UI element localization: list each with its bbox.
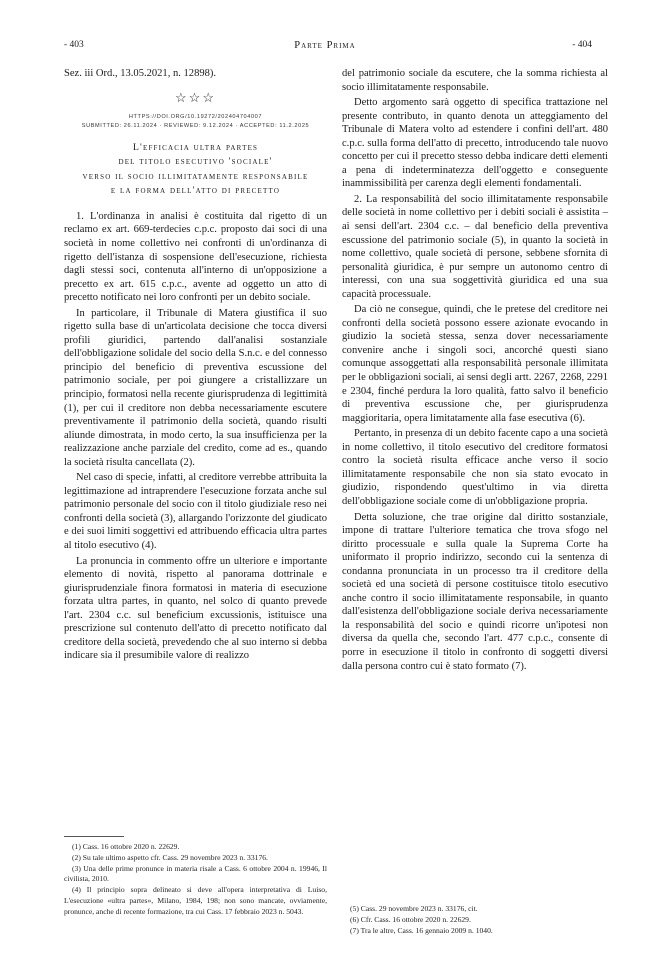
footnote: (5) Cass. 29 novembre 2023 n. 33176, cit.	[350, 904, 478, 913]
footnote: (7) Tra le altre, Cass. 16 gennaio 2009 n. 1040.	[350, 925, 493, 935]
title-line: L'efficacia ultra partes	[132, 142, 259, 154]
article-title	[64, 141, 327, 198]
section-stars: ☆☆☆	[175, 89, 216, 105]
right-page-number: - 404	[572, 40, 592, 50]
footnote-rule	[64, 836, 124, 837]
footnote: (1) Cass. 16 ottobre 2020 n. 22629.	[72, 842, 180, 851]
title-line: del titolo esecutivo 'sociale'	[118, 156, 273, 168]
left-column	[64, 67, 327, 663]
footnote: (2) Su tale ultimo aspetto cfr. Cass. 29 novembre 2023 n. 33176.	[72, 852, 268, 862]
paragraph: Detta soluzione, che trae origine dal diritto sostanziale, impone di trattare l'ulteriore tematica che trova sfogo nel diritto processuale e sulla quale la Suprema Corte ha uniformato il proprio indirizzo, secondo cui la sentenza di condanna pronunciata in un processo tra il creditore della società ed una società di persone costituisce titolo esecutivo anche contro il socio illimitatamente responsabile, in quanto dall'esistenza dell'obbligazione sociale deriva necessariamente la responsabilità del socio e quindi ricorre un'ipotesi non diversa da quella che, secondo l'art. 477 c.p.c., consente di porre in esecuzione il titolo in confronto di soggetti diversi dalla persona contro cui è stato formato (7).	[342, 511, 608, 672]
paragraph: Nel caso di specie, infatti, al creditore verrebbe attribuita la legittimazione ad intraprendere l'esecuzione forzata anche sul patrimonio personale del socio con il titolo giudiziale reso nei confronti della società (3), allargando l'orizzonte del giudicato e dei suoi limiti soggettivi ed attribuendo efficacia ultra partes al titolo esecutivo (4).	[64, 472, 327, 552]
paragraph: In particolare, il Tribunale di Matera giustifica il suo rigetto sulla base di un'articolata decisione che tocca diversi profili giuridici, partendo dall'analisi sostanziale dell'obbligazione solidale del socio della S.n.c. e del connesso principio del beneficio di preventiva escussione del patrimonio sociale, per poi giungere a cristallizzare un principio, formatosi nella recente giurisprudenza di legittimità (1), per cui il creditore non debba necessariamente escutere preventivamente il patrimonio della società, quando risulti aliunde dimostrata, in modo certo, la sua insufficienza per la realizzazione anche parziale del credito, come ad es., quando la società risulta cancellata (2).	[64, 307, 327, 468]
paragraph: 2. La responsabilità del socio illimitatamente responsabile delle società in nome collettivo per i debiti sociali è assistita – ai sensi dell'art. 2304 c.c. – dal beneficio della preventiva escussione del patrimonio sociale (5), in quanto la società in nome collettivo, quale società di persone, sebbene sfornita di personalità giuridica, è pur sempre un autonomo centro di interessi, con una sua soggettività giuridica ed una sua capacità processuale.	[342, 193, 608, 300]
intro-line: Sez. iii Ord., 13.05.2021, n. 12898).	[64, 68, 217, 79]
paragraph: La pronuncia in commento offre un ulteriore e importante elemento di novità, rispetto al panorama dottrinale e giurisprudenziale finora formatosi in materia di esecuzione forzata ultra partes, in quanto, nel solco di quanto prevede l'art. 2304 c.c. sul beneficium excussionis, istituisce una prescrizione sul contenuto dell'atto di precetto notificato dal creditore della società, prevedendo che al suo interno si debba indicare sia il presumibile valore di realizzo	[64, 555, 327, 662]
title-line: e la forma dell'atto di precetto	[110, 184, 281, 196]
right-column	[342, 67, 608, 673]
left-page-number: - 403	[64, 40, 84, 50]
title-line: verso il socio illimitatamente responsabile	[82, 170, 309, 182]
footnote: (6) Cfr. Cass. 16 ottobre 2020 n. 22629.	[350, 914, 471, 924]
footnote: (4) Il principio sopra delineato si deve all'opera interpretativa di Luiso, L'esecuzione «ultra partes», Milano, 1984, 198; non sono mancate, ovviamente, pronunce, anche di recente formazione, tra cui Cass. 17 febbraio 2023 n. 5043.	[64, 885, 327, 916]
footnote: (3) Una delle prime pronunce in materia risale a Cass. 6 ottobre 2004 n. 19946, Il civilista, 2010.	[64, 863, 327, 884]
paragraph: del patrimonio sociale da escutere, che la somma richiesta al socio illimitatamente responsabile.	[342, 68, 608, 93]
running-title: Parte Prima	[294, 40, 356, 51]
paragraph: Da ciò ne consegue, quindi, che le pretese del creditore nei confronti della società possono essere azionate evocando in giudizio la società stessa, senza dover necessariamente convenire anche i singoli soci, ancorché questi siano comunque assoggettati alla responsabilità personale illimitata per le obbligazioni sociali, ai sensi degli artt. 2267, 2268, 2291 e 2304, finché perdura la loro qualità, fatto salvo il beneficio di preventiva escussione che, per giurisprudenza maggioritaria, opera limitatamente alla fase esecutiva (6).	[342, 304, 608, 424]
paragraph: 1. L'ordinanza in analisi è costituita dal rigetto di un reclamo ex art. 669-terdecies c.p.c. proposto dai soci di una società in nome collettivo nei confronti di un'ordinanza di rigetto dell'istanza di sospensione dell'esecuzione, richiesta dagli stessi soci, contenuta all'interno di un'opposizione a precetto ex art. 615 c.p.c., avente ad oggetto un atto di precetto notificato nei loro confronti per un debito sociale.	[64, 210, 327, 304]
doi-link[interactable]: HTTPS://DOI.ORG/10.19272/202404704007	[128, 114, 263, 121]
footnotes-left	[64, 836, 327, 918]
footnotes-right	[342, 904, 608, 936]
paragraph: Pertanto, in presenza di un debito facente capo a una società in nome collettivo, il titolo esecutivo del creditore formatosi contro la società risulta efficace anche verso il socio illimitatamente responsabile che non sia stato evocato in giudizio, rispondendo quest'ultimo in via diretta dell'obbligazione sociale come di un'obbligazione propria.	[342, 428, 608, 507]
review-dates: SUBMITTED: 26.11.2024 · REVIEWED: 9.12.2024 · ACCEPTED: 11.2.2025	[81, 123, 310, 130]
paragraph: Detto argomento sarà oggetto di specifica trattazione nel presente contributo, in quanto denota un atteggiamento del Tribunale di Matera volto ad estendere i confini dell'art. 480 c.p.c. sulla forma dell'atto di precetto, introducendo tale nuovo concetto per cui il precetto stesso debba indicare detti elementi a pena di indeterminatezza dell'oggetto e conseguente inammissibilità per carenza degli elementi fondamentali.	[342, 97, 608, 190]
